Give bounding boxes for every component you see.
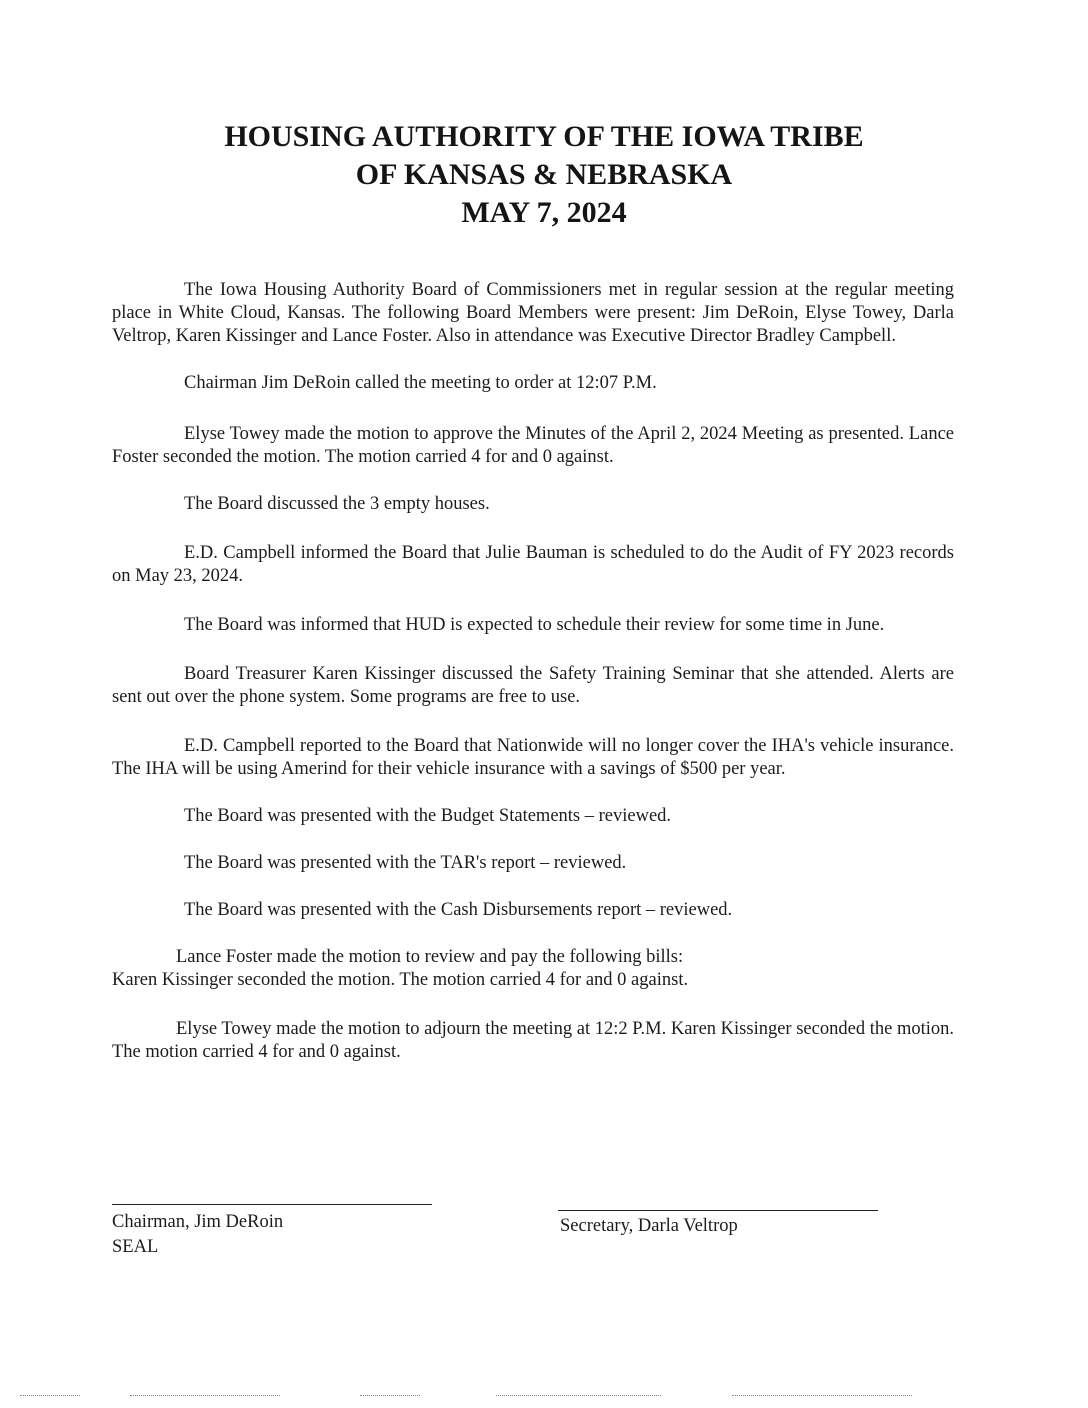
- scan-artifact: [496, 1395, 661, 1396]
- paragraph-budget-statements: The Board was presented with the Budget Statements – reviewed.: [184, 806, 672, 826]
- paragraph-hud-review: The Board was informed that HUD is expected to schedule their review for some time in June.: [184, 615, 885, 635]
- paragraph-audit: E.D. Campbell informed the Board that Julie Bauman is scheduled to do the Audit of FY 2023 records on May 23, 2024.: [112, 543, 954, 586]
- paragraph-adjournment: Elyse Towey made the motion to adjourn the meeting at 12:2 P.M. Karen Kissinger seconded the motion. The motion carried 4 for and 0 against.: [112, 1019, 954, 1062]
- scan-artifact: [360, 1395, 420, 1396]
- title-line-1: HOUSING AUTHORITY OF THE IOWA TRIBE: [224, 120, 864, 153]
- paragraph-attendance: The Iowa Housing Authority Board of Commissioners met in regular session at the regular meeting place in White Cloud, Kansas. The following Board Members were present: Jim DeRoin, Elyse Towey, Darla Veltrop, Karen Kissinger and Lance Foster. Also in attendance was Executive Director Bradley Campbell.: [112, 280, 954, 346]
- chairman-signature-label: Chairman, Jim DeRoin: [112, 1212, 284, 1232]
- paragraph-safety-training: Board Treasurer Karen Kissinger discussed the Safety Training Seminar that she attended. Alerts are sent out over the phone system. Some programs are free to use.: [112, 664, 954, 707]
- seal-label: SEAL: [112, 1237, 159, 1257]
- paragraph-empty-houses: The Board discussed the 3 empty houses.: [184, 494, 490, 514]
- paragraph-minutes-approval: Elyse Towey made the motion to approve the Minutes of the April 2, 2024 Meeting as presented. Lance Foster seconded the motion. The motion carried 4 for and 0 against.: [112, 424, 954, 467]
- paragraph-call-to-order: Chairman Jim DeRoin called the meeting to order at 12:07 P.M.: [184, 373, 657, 393]
- paragraph-cash-disbursements: The Board was presented with the Cash Disbursements report – reviewed.: [184, 900, 733, 920]
- meeting-date: MAY 7, 2024: [461, 196, 627, 229]
- paragraph-tar-report: The Board was presented with the TAR's report – reviewed.: [184, 853, 627, 873]
- chairman-signature-line: [112, 1204, 432, 1205]
- paragraph-bills-motion: [112, 946, 954, 992]
- bills-motion-line-2: Karen Kissinger seconded the motion. The motion carried 4 for and 0 against.: [112, 970, 689, 990]
- scan-artifact: [732, 1395, 912, 1396]
- paragraph-vehicle-insurance: E.D. Campbell reported to the Board that Nationwide will no longer cover the IHA's vehicle insurance. The IHA will be using Amerind for their vehicle insurance with a savings of $500 per year.: [112, 736, 954, 779]
- bills-motion-line-1: Lance Foster made the motion to review and pay the following bills:: [176, 947, 684, 967]
- scan-artifact: [130, 1395, 280, 1396]
- minutes-body: [112, 279, 954, 1064]
- secretary-signature-label: Secretary, Darla Veltrop: [560, 1216, 738, 1236]
- document-title: [0, 118, 1088, 232]
- scan-artifact: [20, 1395, 80, 1396]
- title-line-2: OF KANSAS & NEBRASKA: [355, 158, 733, 191]
- secretary-signature-line: [558, 1210, 878, 1211]
